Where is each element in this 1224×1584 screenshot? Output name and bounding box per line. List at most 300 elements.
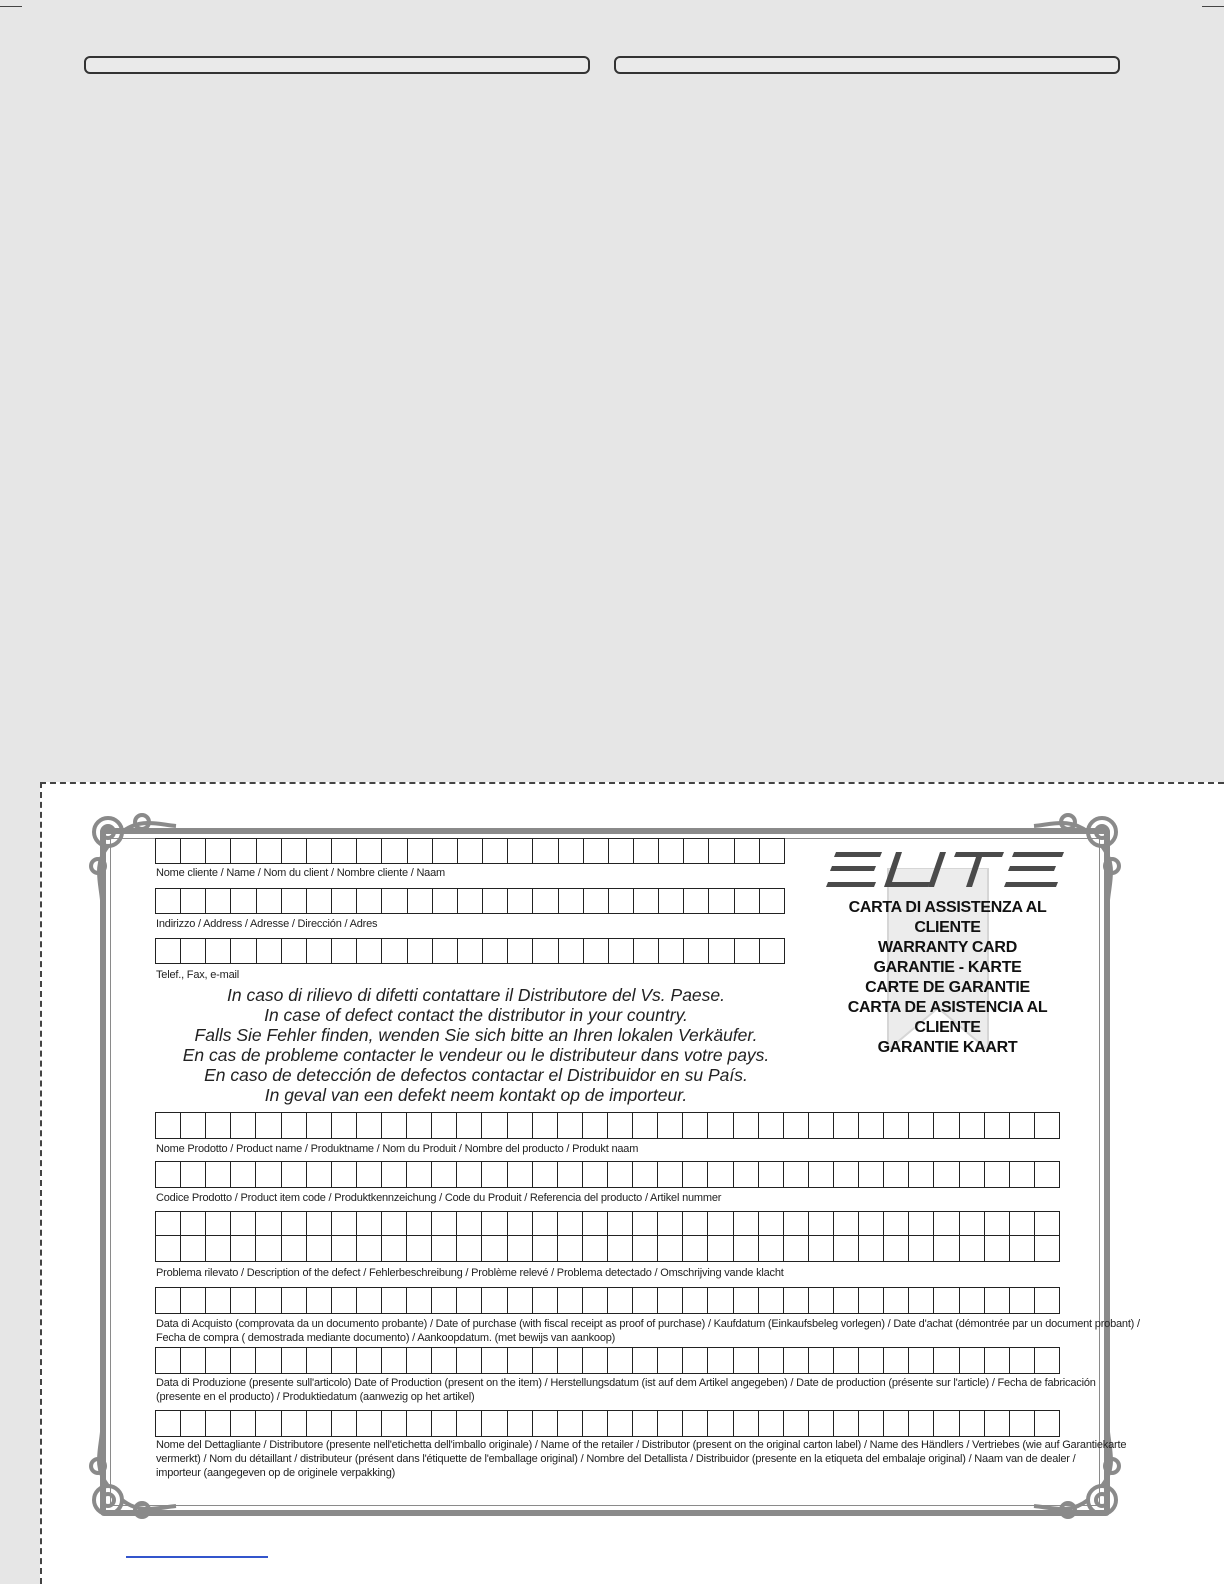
field-cell[interactable] xyxy=(708,1236,733,1261)
field-cell[interactable] xyxy=(960,1288,985,1313)
field-cell[interactable] xyxy=(181,1411,206,1436)
field-cell[interactable] xyxy=(307,839,332,863)
field-cell[interactable] xyxy=(206,1288,231,1313)
field-cell[interactable] xyxy=(181,1288,206,1313)
field-cell[interactable] xyxy=(432,1411,457,1436)
field-cell[interactable] xyxy=(1010,1288,1035,1313)
field-cell[interactable] xyxy=(382,1212,407,1237)
field-cell[interactable] xyxy=(985,1288,1010,1313)
field-cell[interactable] xyxy=(558,1162,583,1187)
field-cell[interactable] xyxy=(482,1411,507,1436)
field-cell[interactable] xyxy=(432,1212,457,1237)
field-cell[interactable] xyxy=(784,1411,809,1436)
field-cell[interactable] xyxy=(231,1348,256,1373)
field-cell[interactable] xyxy=(206,1348,231,1373)
field-cell[interactable] xyxy=(558,1212,583,1237)
product-code-field[interactable] xyxy=(155,1161,1060,1188)
field-cell[interactable] xyxy=(558,1411,583,1436)
field-cell[interactable] xyxy=(181,1212,206,1237)
field-cell[interactable] xyxy=(432,1113,457,1138)
field-cell[interactable] xyxy=(357,839,382,863)
field-cell[interactable] xyxy=(884,1212,909,1237)
field-cell[interactable] xyxy=(282,939,307,963)
field-cell[interactable] xyxy=(307,1113,332,1138)
field-cell[interactable] xyxy=(784,1236,809,1261)
field-cell[interactable] xyxy=(382,1411,407,1436)
field-cell[interactable] xyxy=(408,889,433,913)
field-cell[interactable] xyxy=(482,1113,507,1138)
field-cell[interactable] xyxy=(934,1411,959,1436)
field-cell[interactable] xyxy=(985,1212,1010,1237)
field-cell[interactable] xyxy=(181,1162,206,1187)
field-cell[interactable] xyxy=(634,939,659,963)
field-cell[interactable] xyxy=(181,839,206,863)
field-cell[interactable] xyxy=(683,1212,708,1237)
field-cell[interactable] xyxy=(658,1236,683,1261)
field-cell[interactable] xyxy=(307,1288,332,1313)
field-cell[interactable] xyxy=(708,1113,733,1138)
field-cell[interactable] xyxy=(834,1113,859,1138)
field-cell[interactable] xyxy=(282,1288,307,1313)
field-cell[interactable] xyxy=(633,1113,658,1138)
field-cell[interactable] xyxy=(483,939,508,963)
field-cell[interactable] xyxy=(533,1212,558,1237)
field-cell[interactable] xyxy=(533,1411,558,1436)
field-cell[interactable] xyxy=(181,1236,206,1261)
field-cell[interactable] xyxy=(608,1212,633,1237)
field-cell[interactable] xyxy=(558,1113,583,1138)
field-cell[interactable] xyxy=(909,1288,934,1313)
field-cell[interactable] xyxy=(884,1411,909,1436)
field-cell[interactable] xyxy=(734,1113,759,1138)
field-cell[interactable] xyxy=(633,1288,658,1313)
field-cell[interactable] xyxy=(760,889,784,913)
field-cell[interactable] xyxy=(181,1348,206,1373)
field-cell[interactable] xyxy=(633,1212,658,1237)
field-cell[interactable] xyxy=(533,1348,558,1373)
field-cell[interactable] xyxy=(231,1288,256,1313)
field-cell[interactable] xyxy=(231,1411,256,1436)
field-cell[interactable] xyxy=(583,1113,608,1138)
field-cell[interactable] xyxy=(457,1411,482,1436)
field-cell[interactable] xyxy=(256,1113,281,1138)
field-cell[interactable] xyxy=(909,1212,934,1237)
field-cell[interactable] xyxy=(633,1411,658,1436)
field-cell[interactable] xyxy=(282,1212,307,1237)
field-cell[interactable] xyxy=(533,939,558,963)
field-cell[interactable] xyxy=(231,939,256,963)
contact-field[interactable] xyxy=(155,938,785,964)
field-cell[interactable] xyxy=(834,1348,859,1373)
field-cell[interactable] xyxy=(684,889,709,913)
field-cell[interactable] xyxy=(709,939,734,963)
field-cell[interactable] xyxy=(985,1411,1010,1436)
field-cell[interactable] xyxy=(809,1113,834,1138)
field-cell[interactable] xyxy=(609,889,634,913)
field-cell[interactable] xyxy=(884,1236,909,1261)
field-cell[interactable] xyxy=(859,1348,884,1373)
field-cell[interactable] xyxy=(658,1288,683,1313)
field-cell[interactable] xyxy=(432,1236,457,1261)
field-cell[interactable] xyxy=(960,1411,985,1436)
product-name-field[interactable] xyxy=(155,1112,1060,1139)
field-cell[interactable] xyxy=(1035,1411,1059,1436)
field-cell[interactable] xyxy=(382,1348,407,1373)
field-cell[interactable] xyxy=(508,1113,533,1138)
field-cell[interactable] xyxy=(608,1288,633,1313)
field-cell[interactable] xyxy=(759,1113,784,1138)
field-cell[interactable] xyxy=(483,839,508,863)
field-cell[interactable] xyxy=(683,1236,708,1261)
field-cell[interactable] xyxy=(156,1288,181,1313)
field-cell[interactable] xyxy=(206,1212,231,1237)
field-cell[interactable] xyxy=(332,1162,357,1187)
field-cell[interactable] xyxy=(608,1113,633,1138)
field-cell[interactable] xyxy=(256,1348,281,1373)
field-cell[interactable] xyxy=(357,1348,382,1373)
field-cell[interactable] xyxy=(332,1288,357,1313)
field-cell[interactable] xyxy=(734,1212,759,1237)
purchase-date-field[interactable] xyxy=(155,1287,1060,1314)
field-cell[interactable] xyxy=(408,839,433,863)
field-cell[interactable] xyxy=(1035,1348,1059,1373)
field-cell[interactable] xyxy=(156,1236,181,1261)
field-cell[interactable] xyxy=(659,839,684,863)
field-cell[interactable] xyxy=(934,1113,959,1138)
field-cell[interactable] xyxy=(859,1236,884,1261)
field-cell[interactable] xyxy=(282,1348,307,1373)
field-cell[interactable] xyxy=(1010,1162,1035,1187)
field-cell[interactable] xyxy=(357,889,382,913)
field-cell[interactable] xyxy=(231,1212,256,1237)
field-cell[interactable] xyxy=(934,1212,959,1237)
field-cell[interactable] xyxy=(735,889,760,913)
field-cell[interactable] xyxy=(809,1162,834,1187)
field-cell[interactable] xyxy=(659,889,684,913)
field-cell[interactable] xyxy=(508,1236,533,1261)
field-cell[interactable] xyxy=(156,1113,181,1138)
field-cell[interactable] xyxy=(809,1236,834,1261)
field-cell[interactable] xyxy=(1035,1236,1059,1261)
field-cell[interactable] xyxy=(307,1212,332,1237)
field-cell[interactable] xyxy=(809,1411,834,1436)
field-cell[interactable] xyxy=(307,1348,332,1373)
field-cell[interactable] xyxy=(307,1236,332,1261)
field-cell[interactable] xyxy=(960,1348,985,1373)
field-cell[interactable] xyxy=(482,1212,507,1237)
field-cell[interactable] xyxy=(559,939,584,963)
field-cell[interactable] xyxy=(683,1162,708,1187)
field-cell[interactable] xyxy=(784,1162,809,1187)
retailer-field[interactable] xyxy=(155,1410,1060,1437)
field-cell[interactable] xyxy=(181,889,206,913)
field-cell[interactable] xyxy=(633,1236,658,1261)
field-cell[interactable] xyxy=(256,1162,281,1187)
field-cell[interactable] xyxy=(457,1288,482,1313)
field-cell[interactable] xyxy=(457,1348,482,1373)
field-cell[interactable] xyxy=(559,839,584,863)
field-cell[interactable] xyxy=(256,1236,281,1261)
field-cell[interactable] xyxy=(508,1348,533,1373)
field-cell[interactable] xyxy=(734,1411,759,1436)
field-cell[interactable] xyxy=(909,1113,934,1138)
field-cell[interactable] xyxy=(884,1288,909,1313)
field-cell[interactable] xyxy=(206,1236,231,1261)
field-cell[interactable] xyxy=(684,939,709,963)
field-cell[interactable] xyxy=(206,889,231,913)
field-cell[interactable] xyxy=(357,1162,382,1187)
field-cell[interactable] xyxy=(206,839,231,863)
field-cell[interactable] xyxy=(985,1162,1010,1187)
field-cell[interactable] xyxy=(558,1288,583,1313)
field-cell[interactable] xyxy=(457,1236,482,1261)
field-cell[interactable] xyxy=(735,939,760,963)
field-cell[interactable] xyxy=(658,1411,683,1436)
field-cell[interactable] xyxy=(282,1236,307,1261)
field-cell[interactable] xyxy=(934,1348,959,1373)
field-cell[interactable] xyxy=(282,1113,307,1138)
field-cell[interactable] xyxy=(709,889,734,913)
field-cell[interactable] xyxy=(433,939,458,963)
defect-field-row-2[interactable] xyxy=(155,1235,1060,1262)
field-cell[interactable] xyxy=(332,939,357,963)
field-cell[interactable] xyxy=(156,1348,181,1373)
field-cell[interactable] xyxy=(282,1162,307,1187)
field-cell[interactable] xyxy=(934,1288,959,1313)
field-cell[interactable] xyxy=(658,1212,683,1237)
field-cell[interactable] xyxy=(533,1288,558,1313)
field-cell[interactable] xyxy=(181,1113,206,1138)
field-cell[interactable] xyxy=(433,839,458,863)
field-cell[interactable] xyxy=(1010,1212,1035,1237)
field-cell[interactable] xyxy=(583,1236,608,1261)
field-cell[interactable] xyxy=(734,1348,759,1373)
field-cell[interactable] xyxy=(457,1162,482,1187)
field-cell[interactable] xyxy=(809,1348,834,1373)
address-field[interactable] xyxy=(155,888,785,914)
field-cell[interactable] xyxy=(231,889,256,913)
field-cell[interactable] xyxy=(457,1113,482,1138)
field-cell[interactable] xyxy=(759,1288,784,1313)
field-cell[interactable] xyxy=(859,1212,884,1237)
field-cell[interactable] xyxy=(658,1113,683,1138)
field-cell[interactable] xyxy=(407,1236,432,1261)
field-cell[interactable] xyxy=(859,1411,884,1436)
field-cell[interactable] xyxy=(1035,1113,1059,1138)
field-cell[interactable] xyxy=(156,939,181,963)
field-cell[interactable] xyxy=(508,939,533,963)
field-cell[interactable] xyxy=(708,1212,733,1237)
field-cell[interactable] xyxy=(859,1162,884,1187)
field-cell[interactable] xyxy=(483,889,508,913)
field-cell[interactable] xyxy=(482,1348,507,1373)
field-cell[interactable] xyxy=(382,1162,407,1187)
field-cell[interactable] xyxy=(1035,1288,1059,1313)
field-cell[interactable] xyxy=(407,1288,432,1313)
field-cell[interactable] xyxy=(759,1236,784,1261)
field-cell[interactable] xyxy=(256,1411,281,1436)
field-cell[interactable] xyxy=(834,1212,859,1237)
field-cell[interactable] xyxy=(533,1236,558,1261)
field-cell[interactable] xyxy=(760,839,784,863)
field-cell[interactable] xyxy=(583,1288,608,1313)
field-cell[interactable] xyxy=(734,1236,759,1261)
field-cell[interactable] xyxy=(1010,1348,1035,1373)
field-cell[interactable] xyxy=(257,839,282,863)
name-field[interactable] xyxy=(155,838,785,864)
field-cell[interactable] xyxy=(206,939,231,963)
field-cell[interactable] xyxy=(382,939,407,963)
field-cell[interactable] xyxy=(960,1113,985,1138)
field-cell[interactable] xyxy=(658,1162,683,1187)
field-cell[interactable] xyxy=(708,1411,733,1436)
field-cell[interactable] xyxy=(307,939,332,963)
field-cell[interactable] xyxy=(784,1212,809,1237)
field-cell[interactable] xyxy=(909,1236,934,1261)
defect-field-row-1[interactable] xyxy=(155,1211,1060,1238)
field-cell[interactable] xyxy=(683,1288,708,1313)
field-cell[interactable] xyxy=(482,1162,507,1187)
field-cell[interactable] xyxy=(809,1212,834,1237)
field-cell[interactable] xyxy=(608,1236,633,1261)
field-cell[interactable] xyxy=(156,1162,181,1187)
field-cell[interactable] xyxy=(508,1162,533,1187)
field-cell[interactable] xyxy=(683,1113,708,1138)
field-cell[interactable] xyxy=(231,1162,256,1187)
field-cell[interactable] xyxy=(533,1113,558,1138)
field-cell[interactable] xyxy=(458,889,483,913)
field-cell[interactable] xyxy=(407,1411,432,1436)
field-cell[interactable] xyxy=(307,889,332,913)
field-cell[interactable] xyxy=(909,1411,934,1436)
field-cell[interactable] xyxy=(256,1212,281,1237)
field-cell[interactable] xyxy=(332,889,357,913)
field-cell[interactable] xyxy=(206,1113,231,1138)
field-cell[interactable] xyxy=(609,839,634,863)
field-cell[interactable] xyxy=(583,1162,608,1187)
field-cell[interactable] xyxy=(609,939,634,963)
field-cell[interactable] xyxy=(784,1348,809,1373)
field-cell[interactable] xyxy=(332,1212,357,1237)
field-cell[interactable] xyxy=(533,839,558,863)
field-cell[interactable] xyxy=(909,1162,934,1187)
field-cell[interactable] xyxy=(985,1113,1010,1138)
field-cell[interactable] xyxy=(558,1236,583,1261)
field-cell[interactable] xyxy=(834,1411,859,1436)
field-cell[interactable] xyxy=(784,1288,809,1313)
field-cell[interactable] xyxy=(181,939,206,963)
field-cell[interactable] xyxy=(633,1162,658,1187)
field-cell[interactable] xyxy=(282,839,307,863)
field-cell[interactable] xyxy=(934,1236,959,1261)
field-cell[interactable] xyxy=(608,1411,633,1436)
field-cell[interactable] xyxy=(859,1113,884,1138)
field-cell[interactable] xyxy=(156,1411,181,1436)
field-cell[interactable] xyxy=(658,1348,683,1373)
field-cell[interactable] xyxy=(884,1348,909,1373)
field-cell[interactable] xyxy=(231,1113,256,1138)
field-cell[interactable] xyxy=(683,1348,708,1373)
field-cell[interactable] xyxy=(909,1348,934,1373)
field-cell[interactable] xyxy=(382,1113,407,1138)
field-cell[interactable] xyxy=(608,1348,633,1373)
field-cell[interactable] xyxy=(708,1348,733,1373)
field-cell[interactable] xyxy=(508,1212,533,1237)
field-cell[interactable] xyxy=(508,1411,533,1436)
field-cell[interactable] xyxy=(1035,1162,1059,1187)
field-cell[interactable] xyxy=(357,1411,382,1436)
field-cell[interactable] xyxy=(784,1113,809,1138)
field-cell[interactable] xyxy=(709,839,734,863)
field-cell[interactable] xyxy=(407,1212,432,1237)
field-cell[interactable] xyxy=(1010,1113,1035,1138)
field-cell[interactable] xyxy=(859,1288,884,1313)
field-cell[interactable] xyxy=(759,1411,784,1436)
field-cell[interactable] xyxy=(834,1162,859,1187)
field-cell[interactable] xyxy=(583,1348,608,1373)
field-cell[interactable] xyxy=(759,1162,784,1187)
field-cell[interactable] xyxy=(834,1236,859,1261)
field-cell[interactable] xyxy=(583,1411,608,1436)
field-cell[interactable] xyxy=(332,839,357,863)
field-cell[interactable] xyxy=(760,939,784,963)
field-cell[interactable] xyxy=(583,1212,608,1237)
field-cell[interactable] xyxy=(332,1236,357,1261)
field-cell[interactable] xyxy=(482,1236,507,1261)
field-cell[interactable] xyxy=(508,1288,533,1313)
field-cell[interactable] xyxy=(432,1162,457,1187)
field-cell[interactable] xyxy=(1010,1236,1035,1261)
field-cell[interactable] xyxy=(809,1288,834,1313)
field-cell[interactable] xyxy=(985,1236,1010,1261)
production-date-field[interactable] xyxy=(155,1347,1060,1374)
field-cell[interactable] xyxy=(282,889,307,913)
field-cell[interactable] xyxy=(382,889,407,913)
field-cell[interactable] xyxy=(156,889,181,913)
field-cell[interactable] xyxy=(934,1162,959,1187)
field-cell[interactable] xyxy=(458,839,483,863)
field-cell[interactable] xyxy=(482,1288,507,1313)
field-cell[interactable] xyxy=(332,1348,357,1373)
field-cell[interactable] xyxy=(307,1162,332,1187)
field-cell[interactable] xyxy=(382,1288,407,1313)
field-cell[interactable] xyxy=(257,939,282,963)
field-cell[interactable] xyxy=(708,1288,733,1313)
field-cell[interactable] xyxy=(458,939,483,963)
field-cell[interactable] xyxy=(256,1288,281,1313)
field-cell[interactable] xyxy=(634,889,659,913)
field-cell[interactable] xyxy=(156,1212,181,1237)
field-cell[interactable] xyxy=(584,889,609,913)
field-cell[interactable] xyxy=(683,1411,708,1436)
field-cell[interactable] xyxy=(633,1348,658,1373)
field-cell[interactable] xyxy=(407,1348,432,1373)
field-cell[interactable] xyxy=(307,1411,332,1436)
field-cell[interactable] xyxy=(884,1113,909,1138)
field-cell[interactable] xyxy=(659,939,684,963)
field-cell[interactable] xyxy=(708,1162,733,1187)
field-cell[interactable] xyxy=(357,1113,382,1138)
field-cell[interactable] xyxy=(559,889,584,913)
field-cell[interactable] xyxy=(156,839,181,863)
field-cell[interactable] xyxy=(382,839,407,863)
field-cell[interactable] xyxy=(734,1162,759,1187)
field-cell[interactable] xyxy=(508,839,533,863)
field-cell[interactable] xyxy=(357,1288,382,1313)
field-cell[interactable] xyxy=(206,1411,231,1436)
field-cell[interactable] xyxy=(257,889,282,913)
field-cell[interactable] xyxy=(734,1288,759,1313)
